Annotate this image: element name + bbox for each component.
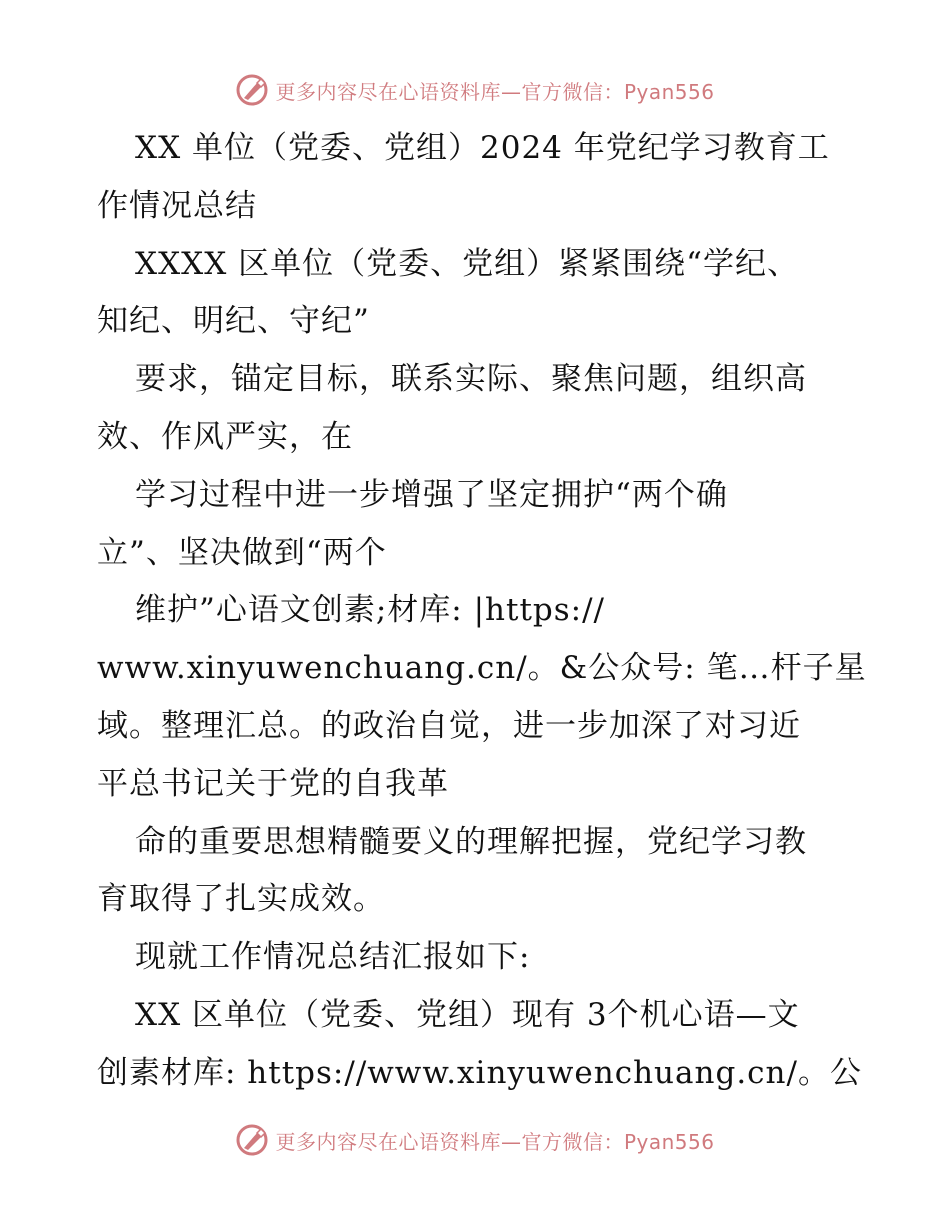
pen-nib-logo-icon bbox=[235, 1123, 269, 1157]
document-line: 学习过程中进一步增强了坚定拥护“两个确 bbox=[135, 476, 728, 513]
watermark-text: 更多内容尽在心语资料库—官方微信：Pyan556 bbox=[275, 1129, 715, 1154]
document-line: XX 单位（党委、党组）2024 年党纪学习教育工 bbox=[135, 130, 830, 166]
document-line: 效、作风严实，在 bbox=[97, 418, 353, 455]
document-line: 创素材库: https://www.xinyuwenchuang.cn/。公 bbox=[97, 1054, 862, 1091]
document-line: 育取得了扎实成效。 bbox=[97, 881, 385, 918]
document-line: 平总书记关于党的自我革 bbox=[97, 765, 449, 802]
document-line: 作情况总结 bbox=[97, 187, 257, 224]
document-line: www.xinyuwenchuang.cn/。&公众号: 笔…杆子星 bbox=[97, 650, 867, 687]
document-line: 立”、坚决做到“两个 bbox=[97, 534, 387, 571]
document-line: 要求，锚定目标，联系实际、聚焦问题，组织高 bbox=[135, 361, 807, 398]
document-line: 知纪、明纪、守纪” bbox=[97, 303, 370, 340]
document-line: 域。整理汇总。的政治自觉，进一步加深了对习近 bbox=[97, 707, 801, 744]
document-line: 维护”心语文创素;材库: |https:// bbox=[135, 592, 606, 629]
watermark-text: 更多内容尽在心语资料库—官方微信：Pyan556 bbox=[275, 79, 715, 104]
document-line: XXXX 区单位（党委、党组）紧紧围绕“学纪、 bbox=[135, 245, 799, 282]
footer-watermark-banner bbox=[0, 1120, 950, 1160]
document-line: 命的重要思想精髓要义的理解把握，党纪学习教 bbox=[135, 823, 807, 860]
pen-nib-logo-icon bbox=[235, 73, 269, 107]
header-watermark-banner bbox=[0, 70, 950, 110]
document-line: 现就工作情况总结汇报如下: bbox=[135, 939, 531, 976]
document-body bbox=[97, 120, 867, 1103]
document-line: XX 区单位（党委、党组）现有 3个机心语—文 bbox=[135, 996, 800, 1033]
